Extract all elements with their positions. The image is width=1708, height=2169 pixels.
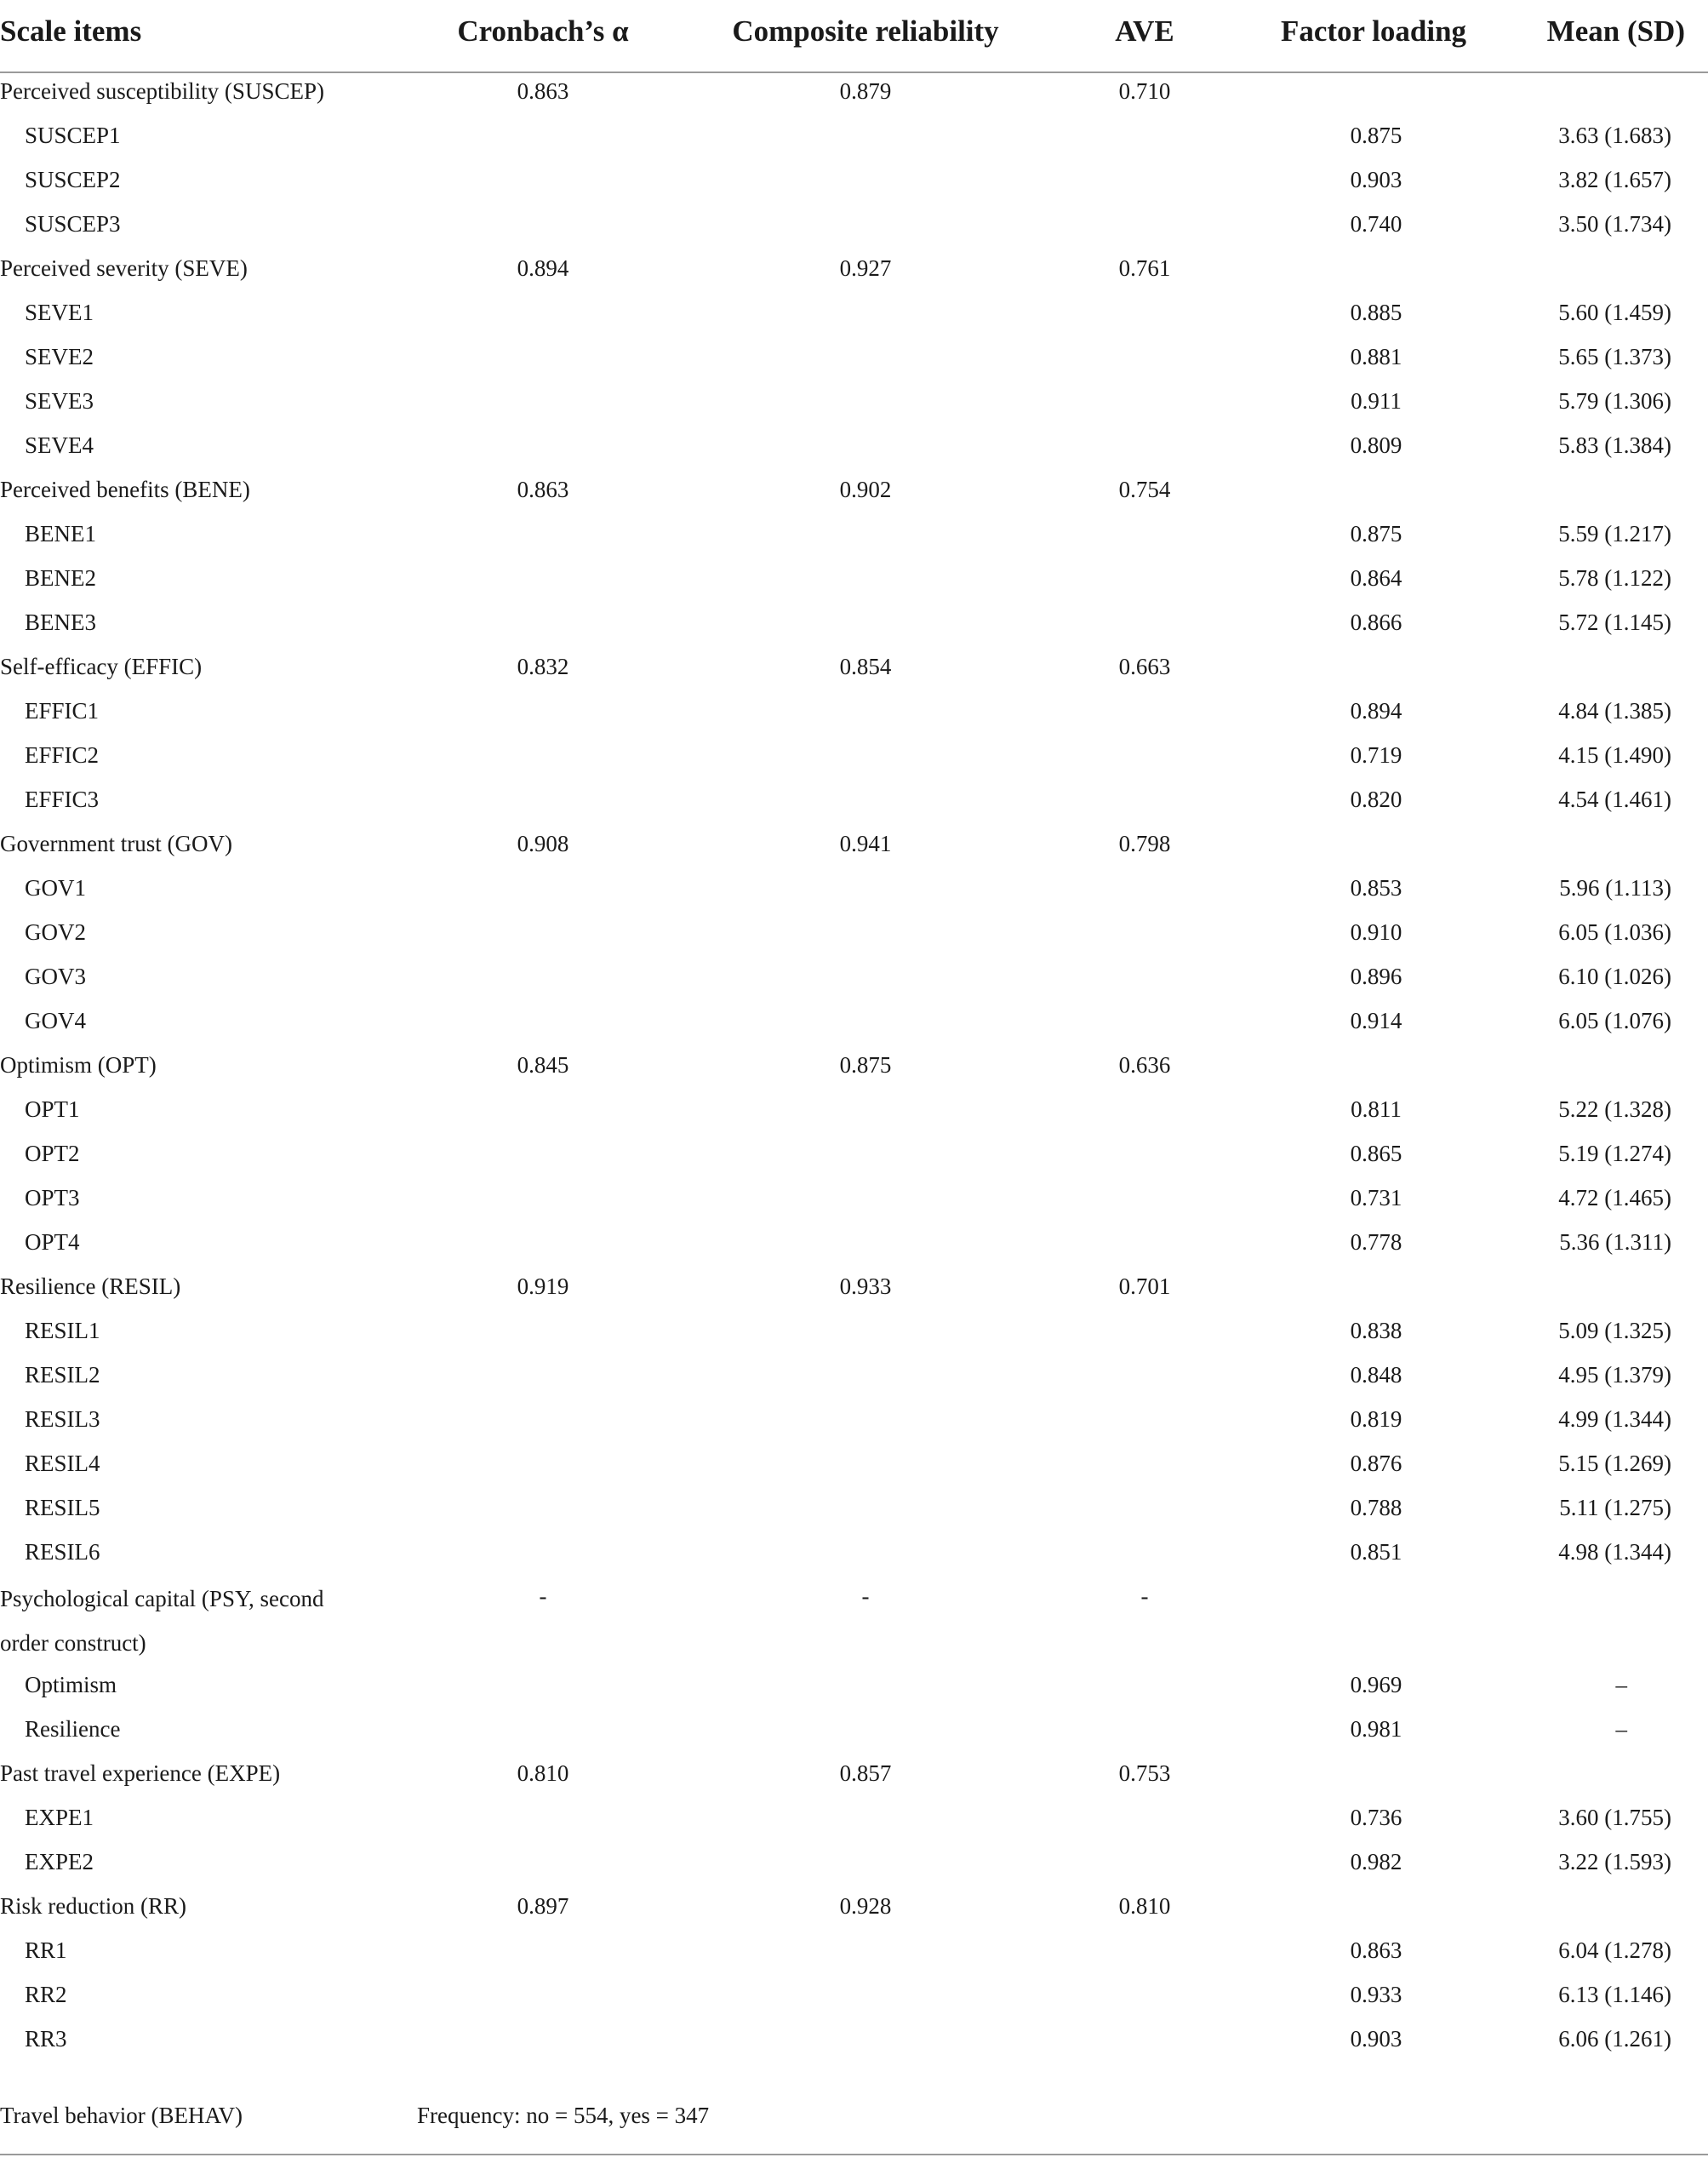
item-row	[0, 913, 1708, 957]
row-label: RESIL4	[25, 1451, 100, 1476]
row-label: Past travel experience (EXPE)	[0, 1760, 281, 1786]
mean-sd-cell: 5.72 (1.145)	[1558, 609, 1671, 635]
ave-cell: 0.663	[1118, 654, 1171, 679]
item-row	[0, 1178, 1708, 1222]
mean-sd-cell: 3.60 (1.755)	[1558, 1805, 1671, 1830]
mean-sd-cell: 4.72 (1.465)	[1558, 1185, 1671, 1210]
row-label: Self-efficacy (EFFIC)	[0, 654, 203, 679]
row-label: Optimism	[25, 1672, 117, 1697]
mean-sd-cell: 6.06 (1.261)	[1558, 2026, 1671, 2052]
composite-reliability-cell: 0.928	[839, 1893, 892, 1919]
mean-sd-cell: –	[1615, 1716, 1627, 1742]
construct-row	[0, 647, 1708, 691]
composite-reliability-cell: 0.902	[839, 477, 892, 502]
mean-sd-cell: 5.79 (1.306)	[1558, 388, 1671, 414]
factor-loading-cell: 0.864	[1350, 565, 1402, 591]
row-label: RR3	[25, 2026, 67, 2052]
mean-sd-cell: 6.05 (1.076)	[1558, 1008, 1671, 1033]
row-label: RR1	[25, 1937, 67, 1963]
cronbach-alpha-cell: 0.810	[517, 1760, 569, 1786]
cronbach-alpha-cell: 0.908	[517, 831, 569, 856]
header-composite-reliability: Composite reliability	[732, 14, 999, 48]
factor-loading-cell: 0.740	[1350, 211, 1402, 237]
row-label: Perceived benefits (BENE)	[0, 477, 250, 502]
row-label: BENE1	[25, 521, 96, 547]
cronbach-alpha-cell: 0.863	[517, 477, 569, 502]
item-row	[0, 1532, 1708, 1577]
item-row	[0, 1355, 1708, 1399]
header-cronbach-alpha: Cronbach’s α	[457, 14, 629, 48]
row-label: SEVE4	[25, 432, 94, 458]
composite-reliability-cell: 0.941	[839, 831, 892, 856]
item-row	[0, 1709, 1708, 1754]
row-label: SUSCEP2	[25, 167, 121, 192]
factor-loading-cell: 0.896	[1350, 964, 1402, 989]
row-label: Psychological capital (PSY, second order construct)	[0, 1586, 324, 1656]
row-label: Optimism (OPT)	[0, 1052, 157, 1078]
mean-sd-cell: 6.05 (1.036)	[1558, 919, 1671, 945]
construct-row	[0, 1267, 1708, 1311]
item-row	[0, 1798, 1708, 1842]
cronbach-alpha-cell: 0.832	[517, 654, 569, 679]
mean-sd-cell: 6.10 (1.026)	[1558, 964, 1671, 989]
mean-sd-cell: 3.22 (1.593)	[1558, 1849, 1671, 1874]
item-row	[0, 1975, 1708, 2019]
header-scale-items: Scale items	[0, 14, 142, 48]
mean-sd-cell: 3.63 (1.683)	[1558, 123, 1671, 148]
item-row	[0, 1399, 1708, 1444]
row-label: GOV1	[25, 875, 86, 901]
item-row	[0, 1001, 1708, 1045]
footer-frequency: Frequency: no = 554, yes = 347	[417, 2103, 710, 2128]
item-row	[0, 337, 1708, 381]
row-label: SEVE3	[25, 388, 94, 414]
mean-sd-cell: 3.50 (1.734)	[1558, 211, 1671, 237]
factor-loading-cell: 0.838	[1350, 1318, 1402, 1343]
factor-loading-cell: 0.981	[1350, 1716, 1402, 1742]
factor-loading-cell: 0.778	[1350, 1229, 1402, 1255]
item-row	[0, 1488, 1708, 1532]
mean-sd-cell: 5.11 (1.275)	[1559, 1495, 1671, 1520]
row-label: RESIL1	[25, 1318, 100, 1343]
row-label: OPT2	[25, 1141, 80, 1166]
factor-loading-cell: 0.903	[1350, 167, 1402, 192]
factor-loading-cell: 0.811	[1351, 1096, 1402, 1122]
mean-sd-cell: 4.99 (1.344)	[1558, 1406, 1671, 1432]
header-mean-sd: Mean (SD)	[1546, 14, 1685, 48]
item-row	[0, 293, 1708, 337]
factor-loading-cell: 0.719	[1350, 742, 1402, 768]
item-row	[0, 160, 1708, 204]
factor-loading-cell: 0.819	[1350, 1406, 1402, 1432]
item-row	[0, 1842, 1708, 1886]
item-row	[0, 116, 1708, 160]
mean-sd-cell: 5.83 (1.384)	[1558, 432, 1671, 458]
row-label: EFFIC2	[25, 742, 100, 768]
mean-sd-cell: 4.95 (1.379)	[1558, 1362, 1671, 1388]
factor-loading-cell: 0.894	[1350, 698, 1402, 724]
factor-loading-cell: 0.969	[1350, 1672, 1402, 1697]
factor-loading-cell: 0.875	[1350, 521, 1402, 547]
factor-loading-cell: 0.848	[1350, 1362, 1402, 1388]
cronbach-alpha-cell: 0.894	[517, 255, 569, 281]
row-label: RESIL3	[25, 1406, 100, 1432]
mean-sd-cell: 5.96 (1.113)	[1559, 875, 1671, 901]
row-label: EFFIC1	[25, 698, 100, 724]
mean-sd-cell: 5.19 (1.274)	[1558, 1141, 1671, 1166]
construct-row	[0, 470, 1708, 514]
construct-row	[0, 1754, 1708, 1798]
row-label: RR2	[25, 1982, 67, 2007]
item-row	[0, 558, 1708, 603]
ave-cell: 0.636	[1118, 1052, 1171, 1078]
factor-loading-cell: 0.809	[1350, 432, 1402, 458]
item-row	[0, 1665, 1708, 1709]
row-label: OPT1	[25, 1096, 80, 1122]
construct-row	[0, 1886, 1708, 1931]
construct-row	[0, 249, 1708, 293]
factor-loading-cell: 0.865	[1350, 1141, 1402, 1166]
item-row	[0, 1931, 1708, 1975]
factor-loading-cell: 0.914	[1350, 1008, 1402, 1033]
cronbach-alpha-cell: 0.919	[517, 1273, 569, 1299]
item-row	[0, 780, 1708, 824]
ave-cell: 0.754	[1118, 477, 1171, 502]
factor-loading-cell: 0.885	[1350, 300, 1402, 325]
construct-row	[0, 1577, 1708, 1656]
ave-cell: 0.798	[1118, 831, 1171, 856]
cronbach-alpha-cell: 0.863	[517, 78, 569, 104]
row-label: EXPE1	[25, 1805, 94, 1830]
row-label: GOV2	[25, 919, 86, 945]
mean-sd-cell: 6.13 (1.146)	[1558, 1982, 1671, 2007]
mean-sd-cell: 5.78 (1.122)	[1558, 565, 1671, 591]
composite-reliability-cell: 0.927	[839, 255, 892, 281]
ave-cell: 0.753	[1118, 1760, 1171, 1786]
row-label: Resilience	[25, 1716, 121, 1742]
footer-label: Travel behavior (BEHAV)	[0, 2103, 243, 2128]
mean-sd-cell: 5.59 (1.217)	[1558, 521, 1671, 547]
item-row	[0, 957, 1708, 1001]
factor-loading-cell: 0.853	[1350, 875, 1402, 901]
header-ave: AVE	[1115, 14, 1174, 48]
mean-sd-cell: 5.65 (1.373)	[1558, 344, 1671, 369]
item-row	[0, 204, 1708, 249]
row-label: EXPE2	[25, 1849, 94, 1874]
mean-sd-cell: 4.54 (1.461)	[1558, 787, 1671, 812]
item-row	[0, 735, 1708, 780]
row-label: BENE3	[25, 609, 96, 635]
row-label: OPT3	[25, 1185, 80, 1210]
item-row	[0, 381, 1708, 426]
row-label: RESIL6	[25, 1539, 100, 1565]
factor-loading-cell: 0.933	[1350, 1982, 1402, 2007]
item-row	[0, 2019, 1708, 2063]
factor-loading-cell: 0.863	[1350, 1937, 1402, 1963]
ave-cell: -	[1140, 1583, 1149, 1609]
factor-loading-cell: 0.911	[1351, 388, 1402, 414]
row-label: OPT4	[25, 1229, 80, 1255]
row-label: BENE2	[25, 565, 96, 591]
ave-cell: 0.761	[1118, 255, 1171, 281]
construct-row	[0, 1045, 1708, 1090]
factor-loading-cell: 0.820	[1350, 787, 1402, 812]
mean-sd-cell: 5.36 (1.311)	[1559, 1229, 1671, 1255]
item-row	[0, 1311, 1708, 1355]
row-label: SEVE1	[25, 300, 94, 325]
factor-loading-cell: 0.982	[1350, 1849, 1402, 1874]
factor-loading-cell: 0.736	[1350, 1805, 1402, 1830]
mean-sd-cell: 4.98 (1.344)	[1558, 1539, 1671, 1565]
row-label: GOV4	[25, 1008, 86, 1033]
composite-reliability-cell: -	[861, 1583, 870, 1609]
row-label: Government trust (GOV)	[0, 831, 232, 856]
cronbach-alpha-cell: 0.845	[517, 1052, 569, 1078]
item-row	[0, 1222, 1708, 1267]
mean-sd-cell: 5.22 (1.328)	[1558, 1096, 1671, 1122]
item-row	[0, 603, 1708, 647]
composite-reliability-cell: 0.857	[839, 1760, 892, 1786]
header-factor-loading: Factor loading	[1280, 14, 1467, 48]
composite-reliability-cell: 0.933	[839, 1273, 892, 1299]
item-row	[0, 1134, 1708, 1178]
row-label: Perceived susceptibility (SUSCEP)	[0, 78, 324, 104]
row-label: GOV3	[25, 964, 86, 989]
construct-row	[0, 824, 1708, 868]
factor-loading-cell: 0.731	[1350, 1185, 1402, 1210]
factor-loading-cell: 0.910	[1350, 919, 1402, 945]
mean-sd-cell: 5.09 (1.325)	[1558, 1318, 1671, 1343]
mean-sd-cell: 5.15 (1.269)	[1558, 1451, 1671, 1476]
row-label: SEVE2	[25, 344, 94, 369]
row-label: Perceived severity (SEVE)	[0, 255, 248, 281]
ave-cell: 0.701	[1118, 1273, 1171, 1299]
table-header	[0, 0, 1708, 73]
item-row	[0, 1090, 1708, 1134]
ave-cell: 0.710	[1118, 78, 1171, 104]
factor-loading-cell: 0.881	[1350, 344, 1402, 369]
row-label: RESIL2	[25, 1362, 100, 1388]
bottom-rule	[0, 2154, 1708, 2155]
factor-loading-cell: 0.875	[1350, 123, 1402, 148]
construct-row	[0, 72, 1708, 116]
mean-sd-cell: 3.82 (1.657)	[1558, 167, 1671, 192]
factor-loading-cell: 0.788	[1350, 1495, 1402, 1520]
item-row	[0, 514, 1708, 558]
mean-sd-cell: –	[1615, 1672, 1627, 1697]
row-label: SUSCEP3	[25, 211, 121, 237]
row-label: Risk reduction (RR)	[0, 1893, 186, 1919]
composite-reliability-cell: 0.875	[839, 1052, 892, 1078]
item-row	[0, 868, 1708, 913]
cronbach-alpha-cell: 0.897	[517, 1893, 569, 1919]
mean-sd-cell: 6.04 (1.278)	[1558, 1937, 1671, 1963]
mean-sd-cell: 4.15 (1.490)	[1558, 742, 1671, 768]
factor-loading-cell: 0.851	[1350, 1539, 1402, 1565]
cronbach-alpha-cell: -	[539, 1583, 547, 1609]
table-footer-row	[0, 2096, 1708, 2140]
ave-cell: 0.810	[1118, 1893, 1171, 1919]
mean-sd-cell: 4.84 (1.385)	[1558, 698, 1671, 724]
item-row	[0, 691, 1708, 735]
factor-loading-cell: 0.876	[1350, 1451, 1402, 1476]
mean-sd-cell: 5.60 (1.459)	[1558, 300, 1671, 325]
factor-loading-cell: 0.866	[1350, 609, 1402, 635]
row-label: SUSCEP1	[25, 123, 121, 148]
row-label: Resilience (RESIL)	[0, 1273, 181, 1299]
row-label: EFFIC3	[25, 787, 100, 812]
composite-reliability-cell: 0.854	[839, 654, 892, 679]
row-label: RESIL5	[25, 1495, 100, 1520]
factor-loading-cell: 0.903	[1350, 2026, 1402, 2052]
composite-reliability-cell: 0.879	[839, 78, 892, 104]
item-row	[0, 426, 1708, 470]
item-row	[0, 1444, 1708, 1488]
